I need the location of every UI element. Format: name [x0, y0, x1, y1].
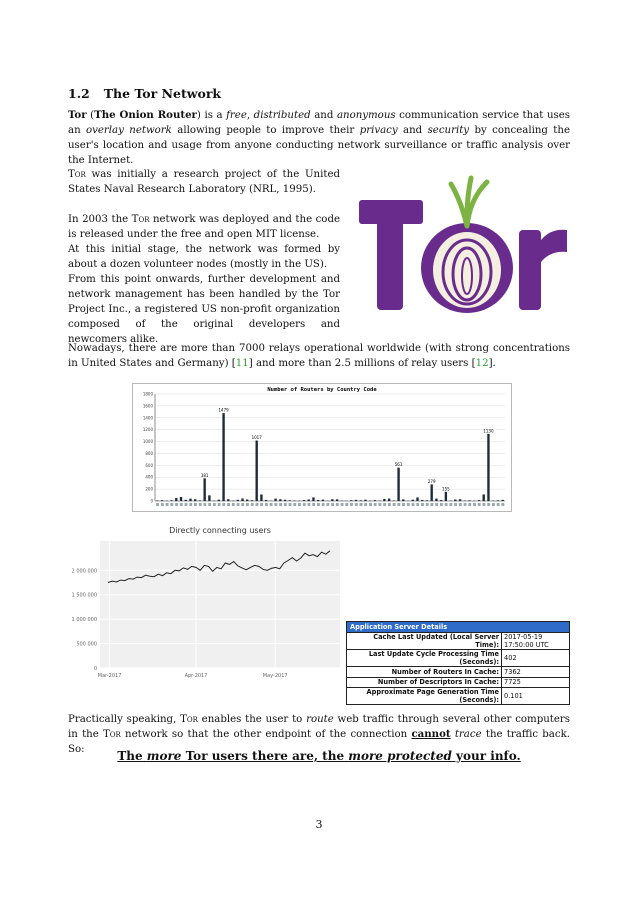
data-label: 155 [442, 486, 450, 492]
table-row [347, 688, 570, 705]
x-tick-label [185, 503, 188, 506]
routers-by-country-chart [132, 383, 512, 512]
y-tick-label: 1800 [142, 391, 153, 397]
section-number: 1.2 [68, 86, 90, 101]
text: network so that the other endpoint of the connection [120, 729, 412, 740]
section-heading [68, 86, 221, 101]
data-label: 1017 [251, 435, 262, 441]
bar [383, 499, 385, 501]
bar [218, 500, 220, 501]
x-tick-label [350, 503, 353, 506]
x-tick-label [317, 503, 320, 506]
x-tick-label [312, 503, 315, 506]
y-tick-label: 1200 [142, 427, 153, 433]
x-tick-label [326, 503, 329, 506]
citation-link[interactable]: 11 [235, 358, 249, 369]
y-tick-label: 1400 [142, 415, 153, 421]
bar [241, 499, 243, 501]
bar [336, 499, 338, 501]
logo-r-stem [519, 230, 541, 310]
x-tick-label: Mar-2017 [97, 673, 122, 679]
row-value: 0.101 [502, 688, 570, 705]
data-label: 279 [427, 478, 436, 484]
term-distributed: distributed [253, 110, 311, 121]
text: ) is a [196, 110, 227, 121]
x-tick-label [222, 503, 225, 506]
bar [322, 500, 324, 501]
x-tick-label [483, 503, 486, 506]
row-key: Number of Descriptors In Cache: [347, 677, 502, 688]
term-tor: Tor [68, 169, 86, 180]
users-line-chart [68, 521, 348, 693]
x-tick-label [501, 503, 504, 506]
bar [284, 500, 286, 501]
bar [440, 500, 442, 501]
x-tick-label [189, 503, 192, 506]
x-tick-label [241, 503, 244, 506]
x-tick-label [227, 503, 230, 506]
text: Practically speaking, [68, 714, 181, 725]
bar [445, 492, 447, 501]
bar [360, 500, 362, 501]
term-trace: trace [454, 729, 482, 740]
x-tick-label [464, 503, 467, 506]
text: enables the user to [197, 714, 307, 725]
x-tick-label [407, 503, 410, 506]
x-tick-label [445, 503, 448, 506]
plot-background [100, 541, 340, 668]
x-tick-label [345, 503, 348, 506]
bar [374, 500, 376, 501]
x-tick-label [308, 503, 311, 506]
bar [483, 494, 485, 501]
term-more: more [146, 749, 182, 763]
x-tick-label [279, 503, 282, 506]
term-privacy: privacy [359, 125, 398, 136]
bar [274, 499, 276, 501]
data-label: 561 [394, 462, 403, 468]
bar [312, 497, 314, 501]
bar [203, 478, 205, 501]
bar [388, 499, 390, 501]
x-tick-label [449, 503, 452, 506]
data-label: 1130 [483, 428, 494, 434]
x-tick-label [412, 503, 415, 506]
bar [431, 484, 433, 501]
table-row [347, 650, 570, 667]
text: web traffic through several other computers in the [68, 714, 570, 740]
x-tick-label [180, 503, 183, 506]
term-route: route [306, 714, 334, 725]
row-value: 2017-05-19 17:50:00 UTC [502, 633, 570, 650]
row-value: 7362 [502, 667, 570, 678]
x-tick-label [246, 503, 249, 506]
text: allowing people to improve their [171, 125, 360, 136]
x-tick-label [208, 503, 211, 506]
x-tick-label [402, 503, 405, 506]
history-paragraph [68, 167, 340, 197]
bar [199, 500, 201, 501]
chart-title: Directly connecting users [169, 526, 271, 535]
x-tick-label [170, 503, 173, 506]
x-tick-label [194, 503, 197, 506]
bar [397, 468, 399, 501]
deployment-line-1 [68, 212, 340, 242]
bar [227, 499, 229, 501]
app-server-details-table [346, 621, 570, 705]
term-more-protected: more protected [348, 749, 452, 763]
term-anonymous: anonymous [336, 110, 396, 121]
term-onion-router: The Onion Router [94, 109, 197, 121]
x-tick-label [431, 503, 434, 506]
bar [180, 497, 182, 501]
x-tick-label [270, 503, 273, 506]
citation-link[interactable]: 12 [475, 358, 489, 369]
term-free: free [226, 110, 247, 121]
bar [478, 500, 480, 501]
x-tick-label [260, 503, 263, 506]
text: ( [86, 110, 95, 121]
x-tick-label [265, 503, 268, 506]
bar [355, 500, 357, 501]
section-title: The Tor Network [103, 86, 222, 101]
x-tick-label [274, 503, 277, 506]
bar [317, 500, 319, 501]
x-tick-label [203, 503, 206, 506]
bar [402, 499, 404, 501]
bar [435, 499, 437, 501]
bar [222, 413, 224, 501]
x-tick-label [440, 503, 443, 506]
x-tick-label [454, 503, 457, 506]
x-tick-label: May-2017 [262, 673, 288, 679]
deployment-line-2: At this initial stage, the network was formed by about a dozen volunteer nodes (mostly in the US). [68, 244, 340, 270]
text: Nowadays, there are more than 7000 relays operational worldwide (with strong concentrations in United States and Germany) [ [68, 343, 570, 369]
x-tick-label [487, 503, 490, 506]
bar [161, 500, 163, 501]
bar [185, 500, 187, 501]
bar [303, 500, 305, 501]
x-tick-label: Apr-2017 [184, 673, 208, 679]
term-tor: Tor [180, 714, 198, 725]
bar [364, 500, 366, 501]
x-tick-label [303, 503, 306, 506]
data-label: 1479 [218, 407, 229, 413]
term-overlay-network: overlay network [86, 125, 172, 136]
x-tick-label [388, 503, 391, 506]
text: and [310, 110, 337, 121]
text: and [397, 125, 428, 136]
x-tick-label [478, 503, 481, 506]
x-tick-label [156, 503, 159, 506]
y-tick-label: 1600 [142, 403, 153, 409]
x-tick-label [492, 503, 495, 506]
y-tick-label: 800 [145, 450, 153, 456]
bar [175, 498, 177, 501]
x-tick-label [435, 503, 438, 506]
deployment-line-3: From this point onwards, further development and network management has been handled by the Tor Project Inc., a registered US non-profit organization composed of the original developers and newcomers alike. [68, 274, 340, 345]
bar-chart-svg [133, 384, 511, 511]
bar [468, 500, 470, 501]
x-tick-label [421, 503, 424, 506]
x-tick-label [166, 503, 169, 506]
x-tick-label [237, 503, 240, 506]
x-tick-label [293, 503, 296, 506]
y-tick-label: 200 [145, 486, 153, 492]
bar [487, 434, 489, 501]
x-tick-label [161, 503, 164, 506]
term-tor: Tor [68, 109, 87, 121]
bar [189, 499, 191, 501]
x-tick-label [374, 503, 377, 506]
y-tick-label: 0 [93, 666, 97, 672]
table-row [347, 633, 570, 650]
x-tick-label [397, 503, 400, 506]
table-header: Application Server Details [347, 622, 570, 633]
bar [454, 500, 456, 501]
bar [265, 500, 267, 501]
row-value: 7725 [502, 677, 570, 688]
x-tick-label [213, 503, 216, 506]
bar [350, 500, 352, 501]
term-security: security [427, 125, 470, 136]
bar [421, 500, 423, 501]
x-tick-label [468, 503, 471, 506]
bar [260, 494, 262, 501]
x-tick-label [322, 503, 325, 506]
table-row [347, 667, 570, 678]
chart-title: Number of Routers by Country Code [267, 387, 377, 393]
deployment-paragraph [68, 212, 340, 347]
x-tick-label [284, 503, 287, 506]
bar [237, 500, 239, 501]
text: by concealing the user's location and usage from anyone conducting network surveillance or traffic analysis over the Internet. [68, 125, 570, 166]
bar [497, 500, 499, 501]
text: The [117, 749, 147, 763]
x-tick-label [331, 503, 334, 506]
bar [331, 499, 333, 501]
y-tick-label: 1000 [142, 439, 153, 445]
x-tick-label [369, 503, 372, 506]
x-tick-label [378, 503, 381, 506]
logo-t-stem [377, 200, 403, 310]
y-tick-label: 2 000 000 [71, 568, 97, 575]
text: communication service that uses an [68, 110, 570, 136]
x-tick-label [364, 503, 367, 506]
x-tick-label [289, 503, 292, 506]
text: your info. [451, 749, 521, 763]
data-label: 381 [200, 472, 209, 478]
text: , [246, 110, 254, 121]
y-tick-label: 600 [145, 462, 153, 468]
bar [426, 500, 428, 501]
bar [459, 499, 461, 501]
row-key: Number of Routers In Cache: [347, 667, 502, 678]
x-tick-label [393, 503, 396, 506]
x-tick-label [298, 503, 301, 506]
x-tick-label [473, 503, 476, 506]
x-tick-label [341, 503, 344, 506]
bar [308, 500, 310, 501]
text: In 2003 the [68, 214, 132, 225]
text: was initially a research project of the United States Naval Research Laboratory (NRL, 1995). [68, 169, 340, 195]
tor-logo [355, 170, 570, 330]
x-tick-label [426, 503, 429, 506]
bar [251, 500, 253, 501]
x-tick-label [497, 503, 500, 506]
x-tick-label [251, 503, 254, 506]
x-tick-label [416, 503, 419, 506]
term-tor: Tor [131, 214, 150, 225]
y-tick-label: 0 [150, 498, 153, 504]
bar [170, 500, 172, 501]
bar [416, 497, 418, 501]
text: network was deployed and the code is released under the free and open MIT license. [68, 214, 340, 240]
bar [194, 499, 196, 501]
text: ] and more than 2.5 millions of relay users [ [248, 358, 476, 369]
x-tick-label [355, 503, 358, 506]
row-value: 402 [502, 650, 570, 667]
bar [279, 499, 281, 501]
bar [501, 500, 503, 501]
bar [246, 500, 248, 501]
bar [412, 500, 414, 501]
bar [289, 500, 291, 501]
slogan [68, 749, 570, 763]
x-tick-label [459, 503, 462, 506]
text: Tor users there are, the [181, 749, 349, 763]
table-row [347, 677, 570, 688]
y-tick-label: 400 [145, 474, 153, 480]
x-tick-label [175, 503, 178, 506]
y-tick-label: 1 500 000 [71, 592, 97, 599]
row-key: Last Update Cycle Processing Time (Seconds): [347, 650, 502, 667]
term-cannot: cannot [411, 728, 451, 740]
x-tick-label [256, 503, 259, 506]
x-tick-label [218, 503, 221, 506]
bar [208, 495, 210, 501]
relays-paragraph [68, 341, 570, 371]
page-number: 3 [315, 818, 323, 831]
row-key: Approximate Page Generation Time (Seconds): [347, 688, 502, 705]
bar [256, 441, 258, 501]
text: the traffic back. So: [68, 729, 570, 755]
term-tor: Tor [103, 729, 121, 740]
x-tick-label [360, 503, 363, 506]
x-tick-label [336, 503, 339, 506]
y-tick-label: 500 000 [76, 641, 97, 648]
row-key: Cache Last Updated (Local Server Time): [347, 633, 502, 650]
text: ]. [488, 358, 496, 369]
logo-r-arm [541, 230, 567, 262]
bar [393, 500, 395, 501]
intro-paragraph [68, 108, 570, 168]
x-tick-label [199, 503, 202, 506]
x-tick-label [232, 503, 235, 506]
y-tick-label: 1 000 000 [71, 617, 97, 624]
onion-leaves [451, 178, 487, 226]
x-tick-label [383, 503, 386, 506]
